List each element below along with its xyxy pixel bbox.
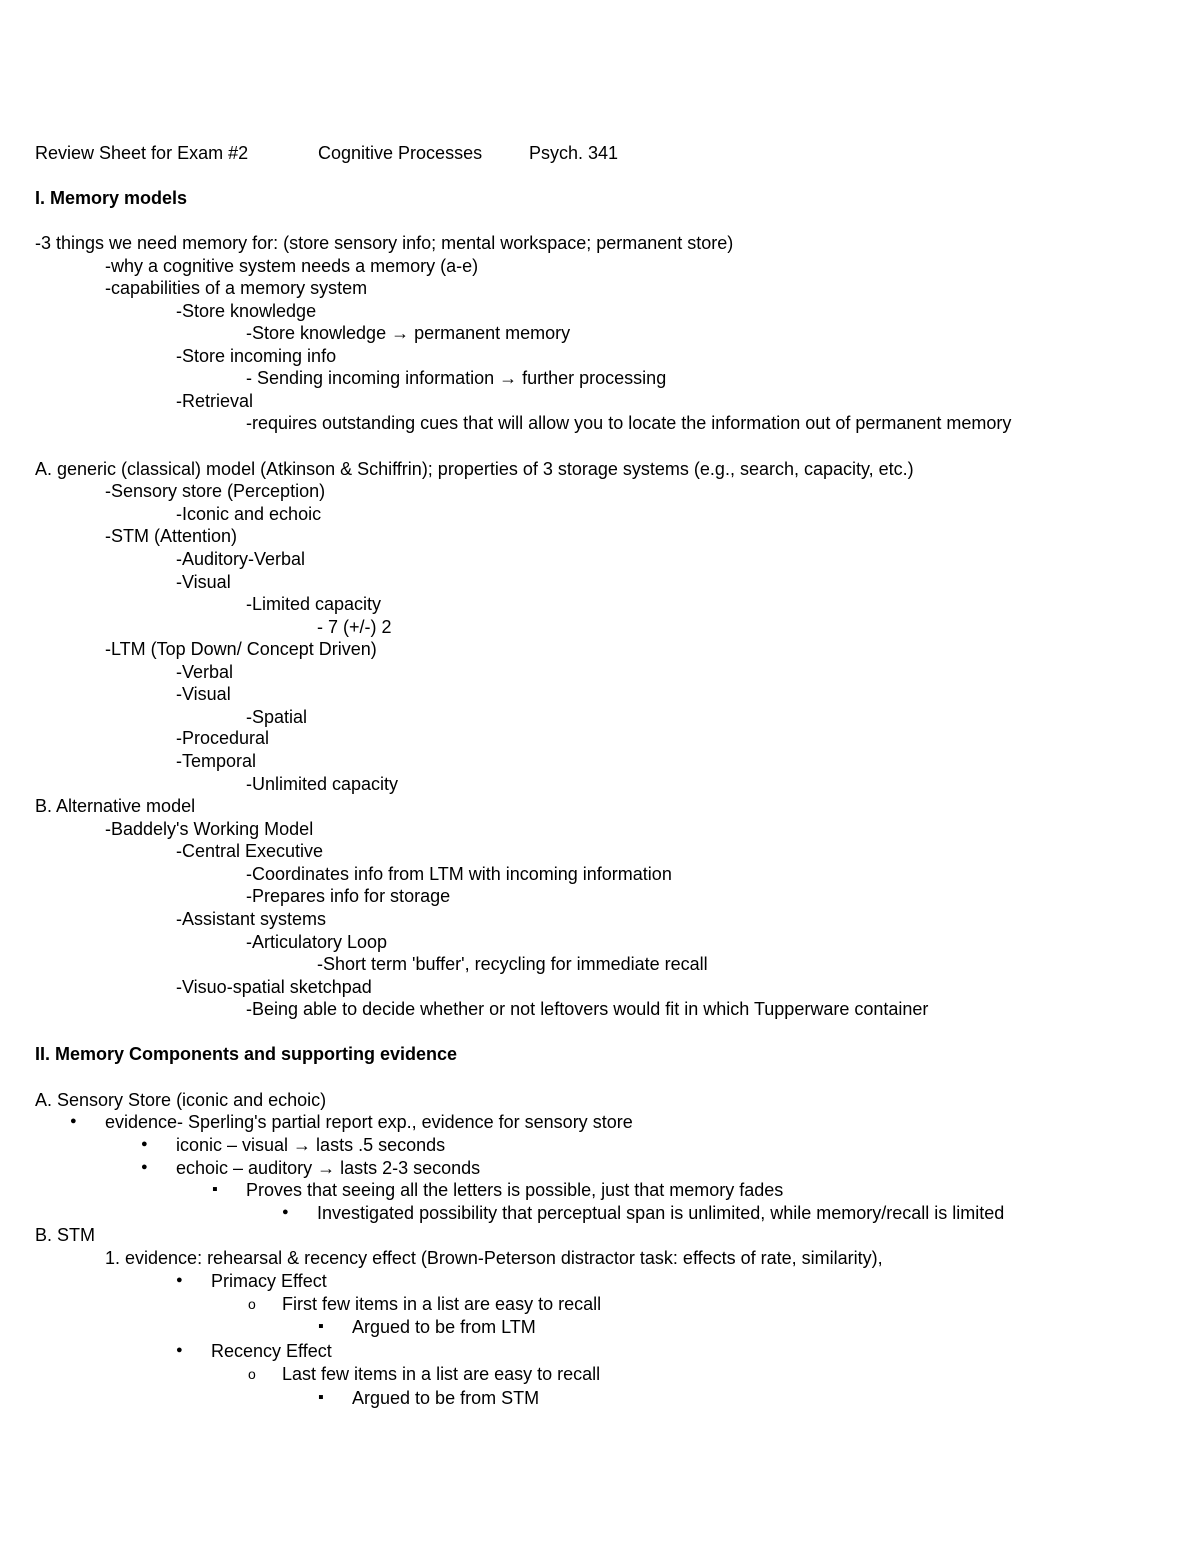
text-line: -STM (Attention) xyxy=(105,526,238,546)
bullet-square-icon xyxy=(318,1316,324,1338)
section-heading-memory-models: I. Memory models xyxy=(35,188,188,208)
text-line: -Visual xyxy=(176,684,231,704)
text-line: -Being able to decide whether or not leftovers would fit in which Tupperware container xyxy=(246,999,929,1019)
list-item: echoic – auditory → lasts 2-3 seconds xyxy=(176,1158,481,1178)
text-line: - Sending incoming information → further processing xyxy=(246,368,667,388)
bullet-circle-icon xyxy=(248,1293,256,1315)
text-line: -Store incoming info xyxy=(176,346,337,366)
bullet-dot-icon xyxy=(282,1202,289,1224)
text-line: 1. evidence: rehearsal & recency effect (Brown-Peterson distractor task: effects of rate, similarity), xyxy=(105,1248,883,1268)
bullet-dot-icon xyxy=(176,1340,183,1362)
text-line: -Articulatory Loop xyxy=(246,932,388,952)
text-line: -Temporal xyxy=(176,751,257,771)
subsection-heading: B. Alternative model xyxy=(35,796,196,816)
text-line: -Store knowledge → permanent memory xyxy=(246,323,571,343)
text-line: - 7 (+/-) 2 xyxy=(317,617,392,637)
text-line: -Verbal xyxy=(176,662,234,682)
subsection-heading: A. Sensory Store (iconic and echoic) xyxy=(35,1090,327,1110)
text-line: -Iconic and echoic xyxy=(176,504,322,524)
subsection-heading: B. STM xyxy=(35,1225,96,1245)
list-item: Proves that seeing all the letters is possible, just that memory fades xyxy=(246,1180,784,1200)
text-line: -Central Executive xyxy=(176,841,324,861)
text-line: -Short term 'buffer', recycling for immediate recall xyxy=(317,954,708,974)
text-line: -Limited capacity xyxy=(246,594,382,614)
list-item: iconic – visual → lasts .5 seconds xyxy=(176,1135,446,1155)
text-line: -3 things we need memory for: (store sensory info; mental workspace; permanent store) xyxy=(35,233,734,253)
text-line: -Baddely's Working Model xyxy=(105,819,314,839)
list-item: Recency Effect xyxy=(211,1341,332,1361)
text-line: -Coordinates info from LTM with incoming information xyxy=(246,864,672,884)
text-line: -Prepares info for storage xyxy=(246,886,451,906)
bullet-dot-icon xyxy=(141,1134,148,1156)
list-item: First few items in a list are easy to recall xyxy=(282,1294,602,1314)
list-item: Investigated possibility that perceptual span is unlimited, while memory/recall is limited xyxy=(317,1203,1005,1223)
text-line: -why a cognitive system needs a memory (a-e) xyxy=(105,256,479,276)
text-line: -Assistant systems xyxy=(176,909,327,929)
text-line: -LTM (Top Down/ Concept Driven) xyxy=(105,639,377,659)
course-number: Psych. 341 xyxy=(529,143,619,163)
bullet-dot-icon xyxy=(176,1270,183,1292)
text-line: -Spatial xyxy=(246,707,308,727)
bullet-square-icon xyxy=(212,1179,218,1201)
text-line: -Retrieval xyxy=(176,391,254,411)
bullet-dot-icon xyxy=(141,1157,148,1179)
course-name: Cognitive Processes xyxy=(318,143,483,163)
text-line: -Auditory-Verbal xyxy=(176,549,306,569)
text-line: -Sensory store (Perception) xyxy=(105,481,326,501)
section-heading-memory-components: II. Memory Components and supporting evidence xyxy=(35,1044,458,1064)
list-item: Argued to be from STM xyxy=(352,1388,540,1408)
list-item: Primacy Effect xyxy=(211,1271,327,1291)
text-line: -Unlimited capacity xyxy=(246,774,399,794)
bullet-square-icon xyxy=(318,1387,324,1409)
list-item: Last few items in a list are easy to recall xyxy=(282,1364,601,1384)
subsection-heading: A. generic (classical) model (Atkinson & Schiffrin); properties of 3 storage systems (e.g., search, capacity, etc.) xyxy=(35,459,914,479)
bullet-circle-icon xyxy=(248,1363,256,1385)
bullet-dot-icon xyxy=(70,1111,77,1133)
text-line: -Procedural xyxy=(176,728,270,748)
text-line: -requires outstanding cues that will allow you to locate the information out of permanent memory xyxy=(246,413,1012,433)
text-line: -Visuo-spatial sketchpad xyxy=(176,977,372,997)
doc-title: Review Sheet for Exam #2 xyxy=(35,143,249,163)
text-line: -Store knowledge xyxy=(176,301,317,321)
list-item: evidence- Sperling's partial report exp., evidence for sensory store xyxy=(105,1112,633,1132)
text-line: -Visual xyxy=(176,572,231,592)
text-line: -capabilities of a memory system xyxy=(105,278,368,298)
list-item: Argued to be from LTM xyxy=(352,1317,536,1337)
